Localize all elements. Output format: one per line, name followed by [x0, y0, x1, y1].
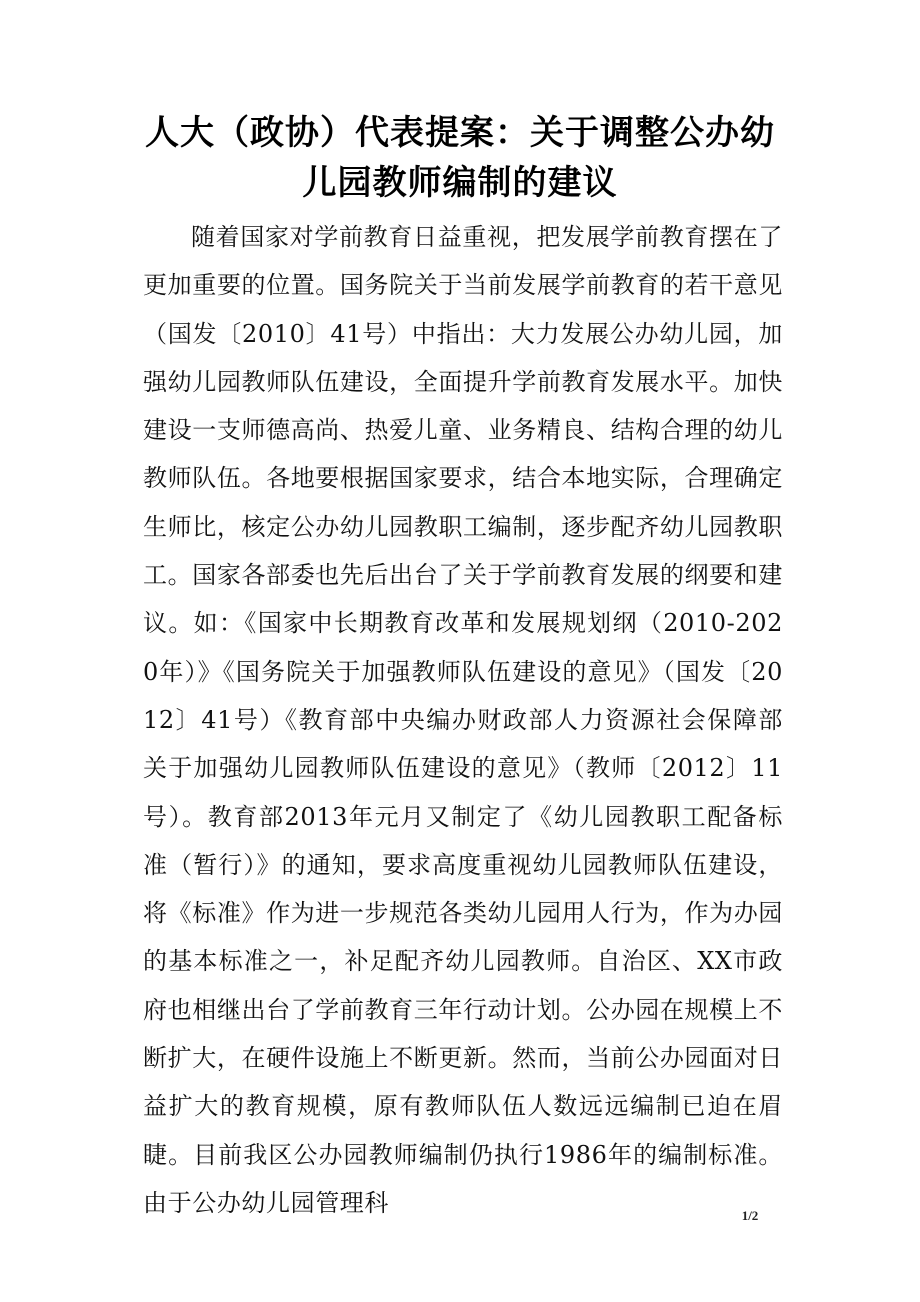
body-paragraph: 随着国家对学前教育日益重视，把发展学前教育摆在了更加重要的位置。国务院关于当前发展学前教育的若干意见（国发〔2010〕41号）中指出：大力发展公办幼儿园，加强幼儿园教师队伍建设，全面提升学前教育发展水平。加快建设一支师德高尚、热爱儿童、业务精良、结构合理的幼儿教师队伍。各地要根据国家要求，结合本地实际，合理确定生师比，核定公办幼儿园教职工编制，逐步配齐幼儿园教职工。国家各部委也先后出台了关于学前教育发展的纲要和建议。如：《国家中长期教育改革和发展规划纲（2010-2020年）》《国务院关于加强教师队伍建设的意见》（国发〔2012〕41号）《教育部中央编办财政部人力资源社会保障部关于加强幼儿园教师队伍建设的意见》（教师〔2012〕11号）。教育部2013年元月又制定了《幼儿园教职工配备标准（暂行）》的通知，要求高度重视幼儿园教师队伍建设，将《标准》作为进一步规范各类幼儿园用人行为，作为办园的基本标准之一，补足配齐幼儿园教师。自治区、XX市政府也相继出台了学前教育三年行动计划。公办园在规模上不断扩大，在硬件设施上不断更新。然而，当前公办园面对日益扩大的教育规模，原有教师队伍人数远远编制已迫在眉睫。目前我区公办园教师编制仍执行1986年的编制标准。由于公办幼儿园管理科 — [143, 223, 783, 1217]
document-title: 人大（政协）代表提案：关于调整公办幼儿园教师编制的建议 — [145, 113, 775, 203]
page-number: 1/2 — [741, 1208, 759, 1223]
